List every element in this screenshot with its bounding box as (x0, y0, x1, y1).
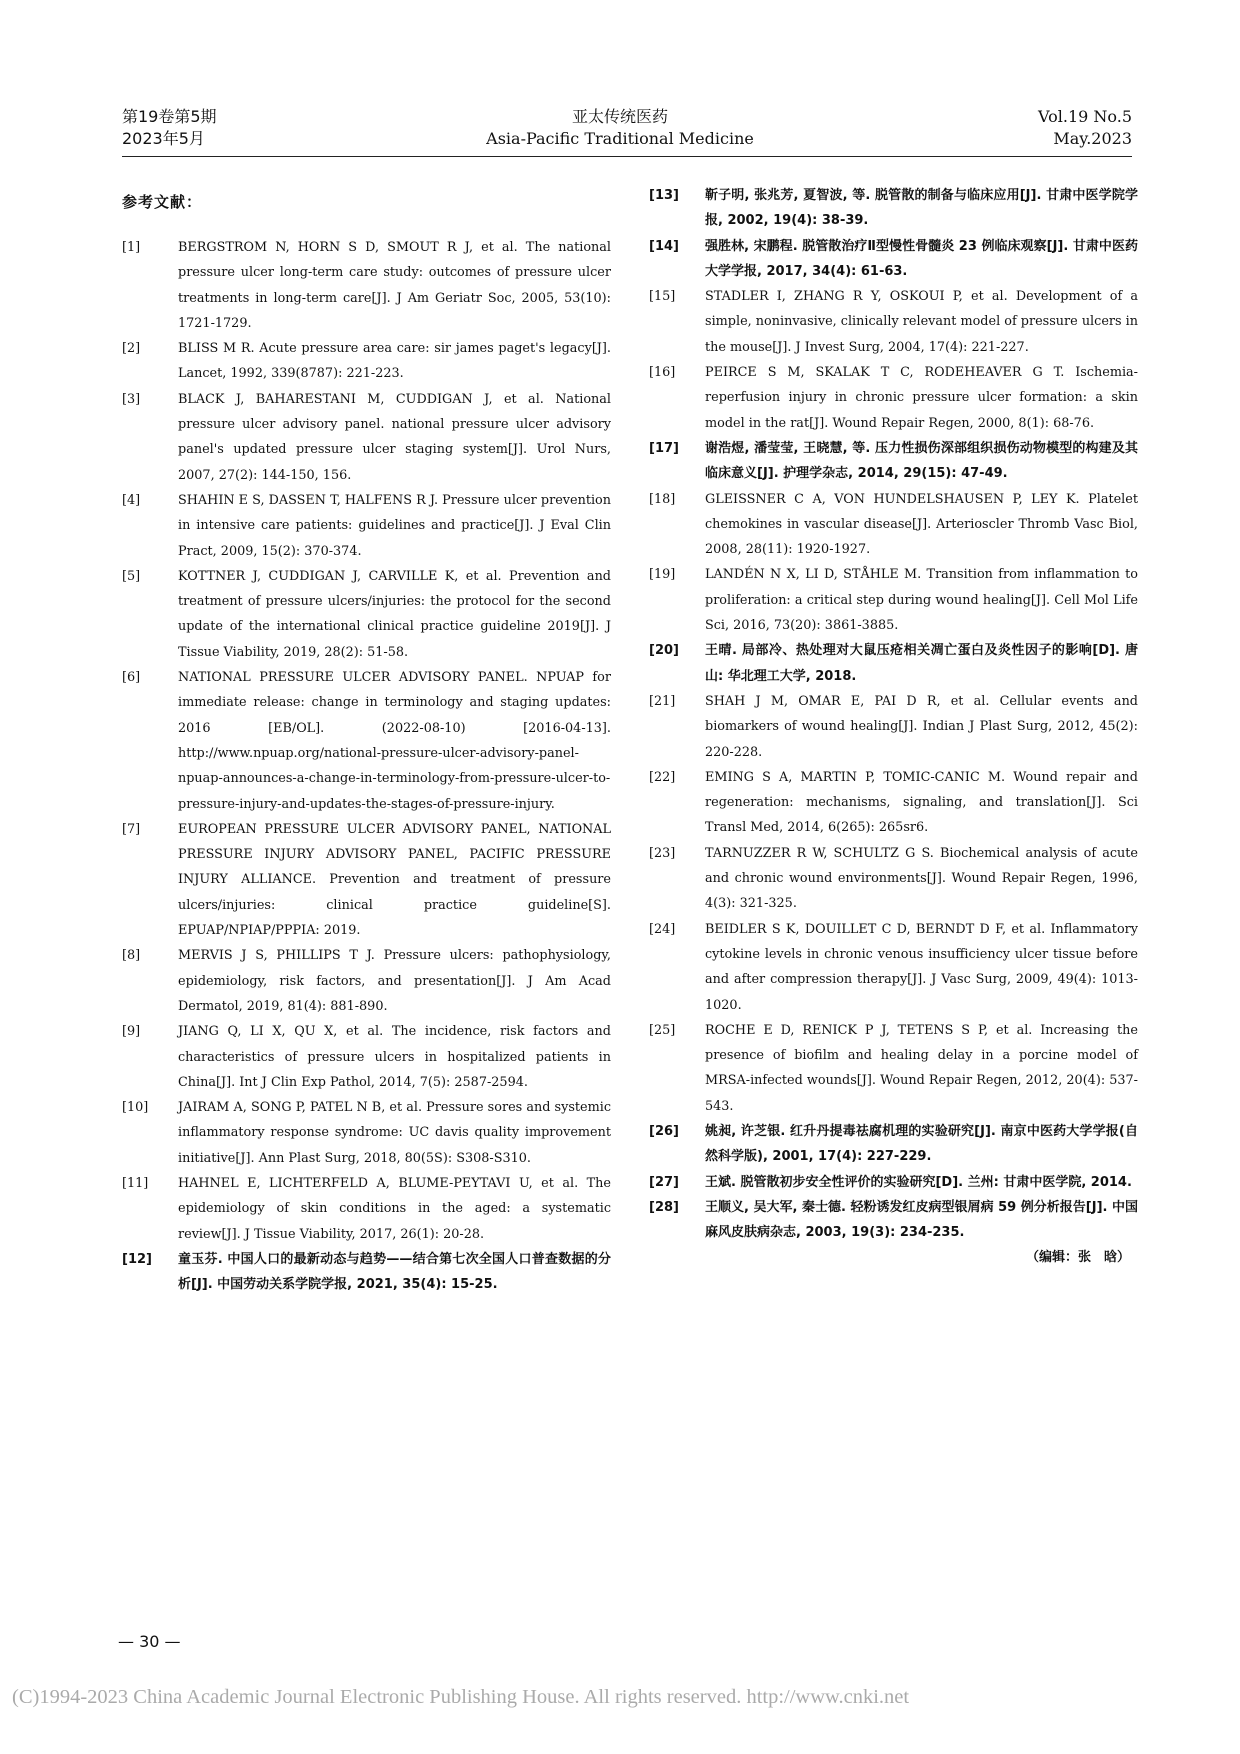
reference-number: [19] (649, 567, 676, 583)
reference-number: [21] (649, 693, 676, 709)
reference-text: TARNUZZER R W, SCHULTZ G S. Biochemical analysis of acute and chronic wound environments[J]. Wound Repair Regen, 1996, 4(3): 321-325. (705, 845, 1138, 912)
reference-item (122, 817, 611, 943)
reference-item (122, 336, 611, 387)
reference-item (649, 1170, 1138, 1195)
reference-text: JAIRAM A, SONG P, PATEL N B, et al. Pressure sores and systemic inflammatory response syndrome: UC davis quality improvement initiative[J]. Ann Plast Surg, 2018, 80(5S): S308-S310. (178, 1100, 611, 1166)
reference-item (649, 234, 1138, 285)
journal-title (420, 106, 820, 150)
reference-number: [6] (122, 670, 141, 686)
header-rule (122, 156, 1132, 157)
reference-text: STADLER I, ZHANG R Y, OSKOUI P, et al. Development of a simple, noninvasive, clinically relevant model of pressure ulcers in the mouse[J]. J Invest Surg, 2004, 17(4): 221-227. (705, 289, 1138, 355)
reference-text: EUROPEAN PRESSURE ULCER ADVISORY PANEL, NATIONAL PRESSURE INJURY ADVISORY PANEL, PACIFIC PRESSURE INJURY ALLIANCE. Prevention and treatment of pressure ulcers/injuries: clinical practice guideline[S]. EPUAP/NPIAP/PPPIA: 2019. (178, 821, 611, 939)
reference-item (649, 284, 1138, 360)
reference-text: BLISS M R. Acute pressure area care: sir james paget's legacy[J]. Lancet, 1992, 339(8787): 221-223. (178, 341, 611, 382)
journal-title-cn: 亚太传统医药 (571, 107, 668, 126)
reference-number: [17] (649, 440, 679, 456)
journal-title-en: Asia-Pacific Traditional Medicine (486, 129, 754, 148)
reference-number: [10] (122, 1100, 149, 1116)
reference-number: [20] (649, 643, 679, 659)
reference-number: [8] (122, 948, 141, 964)
reference-text: ROCHE E D, RENICK P J, TETENS S P, et al. Increasing the presence of biofilm and healing delay in a porcine model of MRSA-infected wounds[J]. Wound Repair Regen, 2012, 20(4): 537-543. (705, 1022, 1138, 1114)
reference-number: [15] (649, 289, 676, 305)
editor-credit: （编辑：张 晗） (1025, 1250, 1130, 1266)
reference-text: EMING S A, MARTIN P, TOMIC-CANIC M. Wound repair and regeneration: mechanisms, signaling, and translation[J]. Sci Transl Med, 2014, 6(265): 265sr6. (705, 769, 1138, 836)
reference-number: [1] (122, 240, 141, 255)
reference-item (649, 1195, 1138, 1246)
reference-text: GLEISSNER C A, VON HUNDELSHAUSEN P, LEY K. Platelet chemokines in vascular disease[J]. Arterioscler Thromb Vasc Biol, 2008, 28(11): 1920-1927. (705, 491, 1138, 558)
reference-item (649, 638, 1138, 689)
reference-item (649, 360, 1138, 436)
reference-item (122, 943, 611, 1019)
reference-text: BERGSTROM N, HORN S D, SMOUT R J, et al. The national pressure ulcer long-term care study: outcomes of pressure ulcer treatments in long-term care[J]. J Am Geriatr Soc, 2005, 53(10): 1721-1729. (178, 240, 611, 331)
reference-text: KOTTNER J, CUDDIGAN J, CARVILLE K, et al. Prevention and treatment of pressure ulcers/injuries: the protocol for the second update of the international clinical practice guideline 2019[J]. J Tissue Viability, 2019, 28(2): 51-58. (178, 568, 611, 660)
copyright-watermark: (C)1994-2023 China Academic Journal Electronic Publishing House. All rights reserved. http://www.cnki.net (12, 1686, 910, 1708)
reference-number: [9] (122, 1024, 141, 1040)
reference-number: [4] (122, 492, 141, 508)
reference-text: 谢浩煜, 潘莹莹, 王晓慧, 等. 压力性损伤深部组织损伤动物模型的构建及其临床意义[J]. 护理学杂志, 2014, 29(15): 47-49. (705, 440, 1138, 482)
reference-item (649, 689, 1138, 765)
reference-item (649, 436, 1138, 487)
reference-item (649, 765, 1138, 841)
reference-item (649, 183, 1138, 234)
reference-text: BLACK J, BAHARESTANI M, CUDDIGAN J, et al. National pressure ulcer advisory panel. national pressure ulcer advisory panel's updated pressure ulcer staging system[J]. Urol Nurs, 2007, 27(2): 144-150, 156. (178, 391, 611, 483)
reference-number: [11] (122, 1175, 149, 1191)
reference-number: [28] (649, 1199, 679, 1215)
reference-text: 童玉芬. 中国人口的最新动态与趋势——结合第七次全国人口普查数据的分析[J]. 中国劳动关系学院学报, 2021, 35(4): 15-25. (178, 1251, 611, 1293)
reference-item (122, 488, 611, 564)
reference-number: [24] (649, 921, 676, 937)
reference-number: [5] (122, 568, 141, 584)
reference-number: [2] (122, 341, 141, 357)
reference-item (122, 564, 611, 665)
volume-issue: 第19卷第5期 (122, 107, 217, 126)
references-title: 参考文献： (122, 193, 203, 211)
vol-no: Vol.19 No.5 (1038, 107, 1132, 126)
reference-item (649, 487, 1138, 563)
reference-number: [25] (649, 1022, 676, 1038)
journal-volume-issue (122, 106, 217, 150)
references-column-left (122, 183, 611, 1297)
reference-item (649, 917, 1138, 1018)
reference-text: 王斌. 脱管散初步安全性评价的实验研究[D]. 兰州: 甘肃中医学院, 2014. (705, 1174, 1132, 1190)
reference-item (122, 1247, 611, 1298)
reference-item (649, 1119, 1138, 1170)
reference-text: JIANG Q, LI X, QU X, et al. The incidence, risk factors and characteristics of pressure ulcers in hospitalized patients in China[J]. Int J Clin Exp Pathol, 2014, 7(5): 2587-2594. (178, 1024, 611, 1090)
reference-number: [23] (649, 845, 676, 861)
reference-text: NATIONAL PRESSURE ULCER ADVISORY PANEL. NPUAP for immediate release: change in terminology and staging updates: 2016 [EB/OL]. (2022-08-10) [2016-04-13]. http://www.npuap.org/national-pressure-ulcer-advisory-panel-npuap-announces-a-change-in-terminology-from-pressure-ulcer-to-pressure-injury-and-updates-the-stages-of-pressure-injury. (178, 670, 611, 812)
reference-item (122, 1171, 611, 1247)
reference-text: MERVIS J S, PHILLIPS T J. Pressure ulcers: pathophysiology, epidemiology, risk factors, and presentation[J]. J Am Acad Dermatol, 2019, 81(4): 881-890. (178, 948, 611, 1014)
reference-item (122, 1019, 611, 1095)
reference-number: [3] (122, 391, 141, 407)
reference-text: LANDÉN N X, LI D, STÅHLE M. Transition from inflammation to proliferation: a critical step during wound healing[J]. Cell Mol Life Sci, 2016, 73(20): 3861-3885. (705, 567, 1138, 634)
reference-text: 王顺义, 吴大军, 秦士德. 轻粉诱发红皮病型银屑病 59 例分析报告[J]. 中国麻风皮肤病杂志, 2003, 19(3): 234-235. (705, 1199, 1138, 1241)
reference-item (649, 562, 1138, 638)
reference-item (649, 841, 1138, 917)
reference-number: [16] (649, 365, 676, 381)
reference-number: [18] (649, 491, 676, 507)
reference-item (122, 387, 611, 488)
reference-item (122, 1095, 611, 1171)
page-number: — 30 — (118, 1632, 181, 1651)
reference-item (122, 665, 611, 817)
reference-number: [7] (122, 821, 141, 837)
reference-text: SHAHIN E S, DASSEN T, HALFENS R J. Pressure ulcer prevention in intensive care patients: guidelines and practice[J]. J Eval Clin Pract, 2009, 15(2): 370-374. (178, 492, 611, 559)
reference-text: SHAH J M, OMAR E, PAI D R, et al. Cellular events and biomarkers of wound healing[J]. Indian J Plast Surg, 2012, 45(2): 220-228. (705, 693, 1138, 760)
reference-number: [12] (122, 1251, 152, 1267)
journal-vol-en (1038, 106, 1132, 150)
reference-item (649, 1018, 1138, 1119)
reference-number: [13] (649, 188, 679, 203)
reference-number: [27] (649, 1174, 679, 1190)
issue-date: 2023年5月 (122, 129, 205, 148)
reference-number: [14] (649, 238, 679, 254)
reference-text: HAHNEL E, LICHTERFELD A, BLUME-PEYTAVI U, et al. The epidemiology of skin conditions in the aged: a systematic review[J]. J Tissue Viability, 2017, 26(1): 20-28. (178, 1175, 611, 1242)
reference-text: 强胜林, 宋鹏程. 脱管散治疗Ⅱ型慢性骨髓炎 23 例临床观察[J]. 甘肃中医药大学学报, 2017, 34(4): 61-63. (705, 238, 1138, 279)
reference-text: BEIDLER S K, DOUILLET C D, BERNDT D F, et al. Inflammatory cytokine levels in chronic venous insufficiency ulcer tissue before and after compression therapy[J]. J Vasc Surg, 2009, 49(4): 1013-1020. (705, 921, 1138, 1013)
reference-text: 姚昶, 许芝银. 红升丹提毒祛腐机理的实验研究[J]. 南京中医药大学学报(自然科学版), 2001, 17(4): 227-229. (705, 1123, 1138, 1165)
reference-text: 靳子明, 张兆芳, 夏智波, 等. 脱管散的制备与临床应用[J]. 甘肃中医学院学报, 2002, 19(4): 38-39. (705, 188, 1138, 229)
reference-text: 王晴. 局部冷、热处理对大鼠压疮相关凋亡蛋白及炎性因子的影响[D]. 唐山: 华北理工大学, 2018. (705, 643, 1138, 684)
reference-number: [22] (649, 769, 676, 785)
month-year: May.2023 (1053, 129, 1132, 148)
reference-text: PEIRCE S M, SKALAK T C, RODEHEAVER G T. Ischemia-reperfusion injury in chronic pressure ulcer formation: a skin model in the rat[J]. Wound Repair Regen, 2000, 8(1): 68-76. (705, 365, 1138, 431)
references-column-right (649, 183, 1138, 1270)
reference-item (122, 235, 611, 336)
reference-number: [26] (649, 1123, 679, 1139)
